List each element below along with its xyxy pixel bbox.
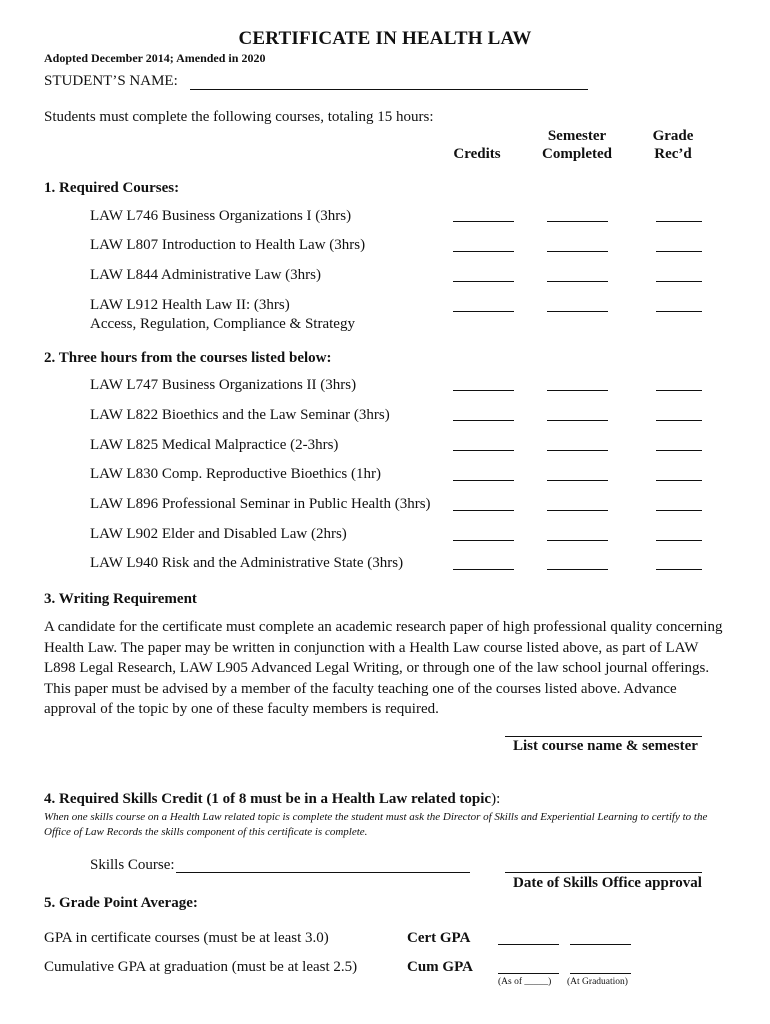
skills-credit-heading (44, 791, 500, 808)
semester-field[interactable] (547, 420, 608, 421)
grade-header-line2: Rec’d (654, 146, 692, 162)
cert-gpa-requirement: GPA in certificate courses (must be at least 3.0) (44, 930, 329, 946)
skills-course-field[interactable] (176, 872, 470, 873)
course-l902: LAW L902 Elder and Disabled Law (2hrs) (90, 526, 347, 542)
student-name-field[interactable] (190, 89, 588, 90)
credits-field[interactable] (453, 540, 514, 541)
course-l912 (90, 296, 355, 334)
semester-field[interactable] (547, 221, 608, 222)
course-l825: LAW L825 Medical Malpractice (2-3hrs) (90, 437, 339, 453)
course-l940: LAW L940 Risk and the Administrative State (3hrs) (90, 555, 404, 571)
intro-text: Students must complete the following courses, totaling 15 hours: (44, 109, 434, 125)
grade-field[interactable] (656, 281, 702, 282)
grade-column-header (640, 127, 706, 163)
grade-field[interactable] (656, 390, 702, 391)
semester-field[interactable] (547, 450, 608, 451)
student-name-label: STUDENT’S NAME: (44, 73, 178, 89)
cum-gpa-label: Cum GPA (407, 959, 473, 975)
skills-heading-tail: ): (491, 791, 501, 807)
semester-field[interactable] (547, 390, 608, 391)
semester-header-line1: Semester (547, 128, 607, 144)
credits-column-header: Credits (453, 146, 501, 162)
grade-header-line1: Grade (652, 128, 694, 144)
writing-requirement-text: A candidate for the certificate must complete an academic research paper of high professional quality concerning Health Law. The paper may be written in conjunction with a Health Law course listed above, as part of LAW L898 Legal Research, LAW L905 Advanced Legal Writing, or through one of the law school journal offerings. This paper must be advised by a member of the faculty teaching one of the courses listed above. Advance approval of the topic by one of these faculty members is required. (44, 619, 723, 717)
course-l912-subtitle: Access, Regulation, Compliance & Strategy (90, 316, 355, 332)
skills-approval-label: Date of Skills Office approval (513, 875, 702, 891)
credits-field[interactable] (453, 311, 514, 312)
course-l912-title: LAW L912 Health Law II: (3hrs) (90, 297, 290, 313)
required-courses-heading: 1. Required Courses: (44, 180, 180, 196)
grade-field[interactable] (656, 420, 702, 421)
grade-field[interactable] (656, 480, 702, 481)
page-title: CERTIFICATE IN HEALTH LAW (238, 28, 532, 49)
skills-approval-date-field[interactable] (505, 872, 702, 873)
adopted-note: Adopted December 2014; Amended in 2020 (44, 51, 266, 65)
semester-field[interactable] (547, 281, 608, 282)
cum-gpa-graduation-field[interactable] (570, 973, 631, 974)
semester-field[interactable] (547, 311, 608, 312)
semester-field[interactable] (547, 569, 608, 570)
grade-field[interactable] (656, 450, 702, 451)
skills-note: When one skills course on a Health Law related topic is complete the student must ask the Director of Skills and Experiential Learning to certify to the Office of Law Records the skills component of this certificate is complete. (44, 811, 708, 838)
grade-field[interactable] (656, 251, 702, 252)
course-l822: LAW L822 Bioethics and the Law Seminar (3hrs) (90, 407, 390, 423)
semester-field[interactable] (547, 480, 608, 481)
course-semester-label: List course name & semester (513, 738, 698, 754)
credits-field[interactable] (453, 480, 514, 481)
semester-column-header (533, 127, 621, 163)
cert-gpa-field[interactable] (498, 944, 559, 945)
semester-field[interactable] (547, 251, 608, 252)
credits-field[interactable] (453, 420, 514, 421)
credits-field[interactable] (453, 510, 514, 511)
as-of-caption: (As of _____) (498, 977, 552, 987)
course-l747: LAW L747 Business Organizations II (3hrs) (90, 377, 357, 393)
credits-field[interactable] (453, 450, 514, 451)
course-semester-field[interactable] (505, 736, 702, 737)
cum-gpa-requirement: Cumulative GPA at graduation (must be at least 2.5) (44, 959, 358, 975)
course-l746: LAW L746 Business Organizations I (3hrs) (90, 208, 352, 224)
cum-gpa-as-of-field[interactable] (498, 973, 559, 974)
credits-field[interactable] (453, 221, 514, 222)
grade-field[interactable] (656, 311, 702, 312)
semester-field[interactable] (547, 540, 608, 541)
grade-field[interactable] (656, 569, 702, 570)
grade-field[interactable] (656, 540, 702, 541)
cert-gpa-label: Cert GPA (407, 930, 471, 946)
credits-field[interactable] (453, 251, 514, 252)
at-graduation-caption: (At Graduation) (567, 977, 628, 987)
gpa-heading: 5. Grade Point Average: (44, 895, 198, 911)
grade-field[interactable] (656, 510, 702, 511)
grade-field[interactable] (656, 221, 702, 222)
course-l896: LAW L896 Professional Seminar in Public Health (3hrs) (90, 496, 431, 512)
cert-gpa-field-2[interactable] (570, 944, 631, 945)
semester-header-line2: Completed (542, 146, 612, 162)
credits-field[interactable] (453, 569, 514, 570)
semester-field[interactable] (547, 510, 608, 511)
course-l844: LAW L844 Administrative Law (3hrs) (90, 267, 321, 283)
skills-heading-text: 4. Required Skills Credit (1 of 8 must be in a Health Law related topic (44, 791, 492, 807)
credits-field[interactable] (453, 281, 514, 282)
course-l830: LAW L830 Comp. Reproductive Bioethics (1hr) (90, 466, 381, 482)
course-l807: LAW L807 Introduction to Health Law (3hrs) (90, 237, 366, 253)
credits-field[interactable] (453, 390, 514, 391)
writing-requirement-heading: 3. Writing Requirement (44, 591, 197, 607)
skills-course-label: Skills Course: (90, 857, 175, 873)
elective-courses-heading: 2. Three hours from the courses listed below: (44, 350, 332, 366)
